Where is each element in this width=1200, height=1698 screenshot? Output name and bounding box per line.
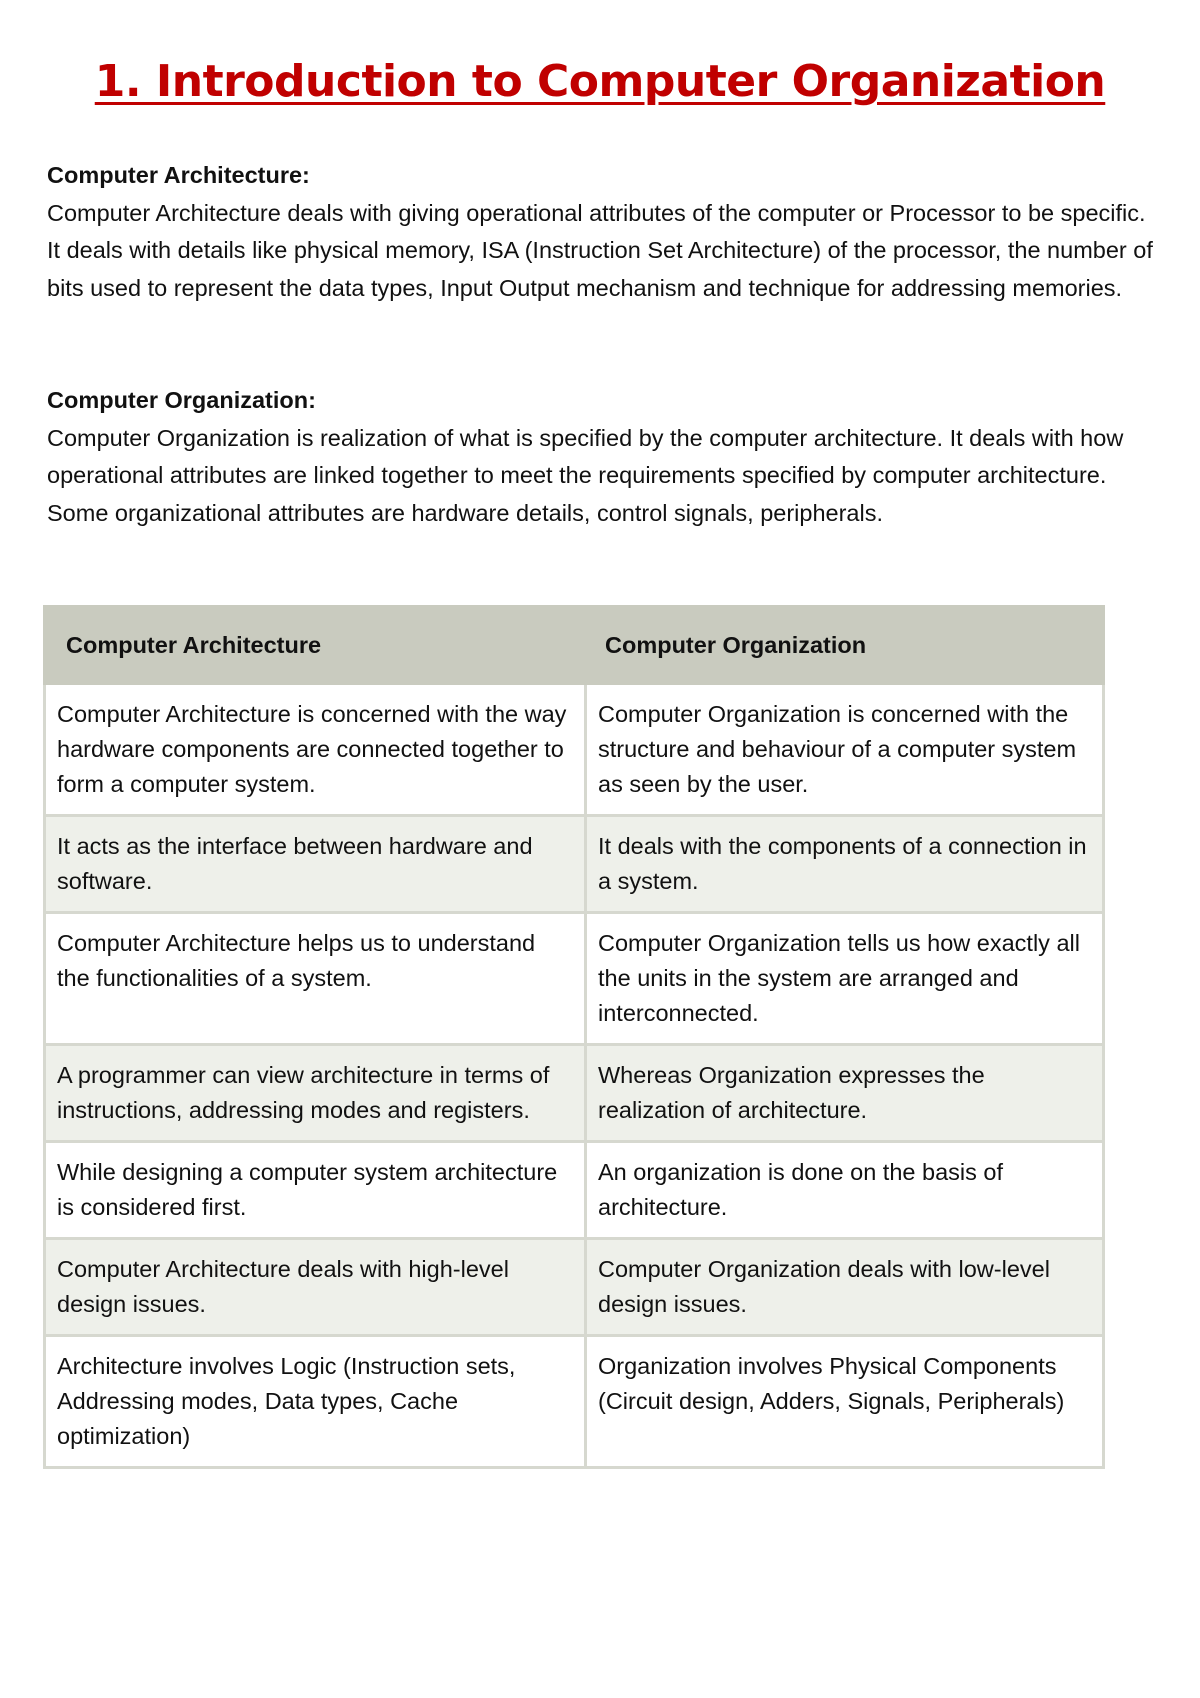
section-heading: Computer Organization: bbox=[47, 387, 316, 413]
page-title: 1. Introduction to Computer Organization bbox=[94, 56, 1106, 107]
table-row bbox=[45, 684, 1104, 816]
section-heading: Computer Architecture: bbox=[47, 162, 310, 188]
table-header-row bbox=[45, 607, 1104, 684]
organization-cell: An organization is done on the basis of architecture. bbox=[586, 1142, 1104, 1239]
comparison-table bbox=[43, 605, 1105, 1469]
architecture-cell: It acts as the interface between hardware and software. bbox=[45, 816, 586, 913]
architecture-cell: Computer Architecture deals with high-level design issues. bbox=[45, 1239, 586, 1336]
table-row bbox=[45, 816, 1104, 913]
organization-cell: Computer Organization tells us how exactly all the units in the system are arranged and interconnected. bbox=[586, 913, 1104, 1045]
architecture-cell: Computer Architecture helps us to understand the functionalities of a system. bbox=[45, 913, 586, 1045]
section-computer-architecture bbox=[47, 157, 1157, 307]
architecture-cell: Computer Architecture is concerned with the way hardware components are connected together to form a computer system. bbox=[45, 684, 586, 816]
header-architecture: Computer Architecture bbox=[45, 607, 586, 684]
organization-cell: It deals with the components of a connection in a system. bbox=[586, 816, 1104, 913]
architecture-cell: While designing a computer system architecture is considered first. bbox=[45, 1142, 586, 1239]
table-row bbox=[45, 1045, 1104, 1142]
section-body: Computer Architecture deals with giving operational attributes of the computer or Processor to be specific. It deals with details like physical memory, ISA (Instruction Set Architecture) of the processor, the number of bits used to represent the data types, Input Output mechanism and technique for addressing memories. bbox=[47, 199, 1153, 301]
table-row bbox=[45, 1336, 1104, 1468]
table-row bbox=[45, 1239, 1104, 1336]
organization-cell: Computer Organization deals with low-level design issues. bbox=[586, 1239, 1104, 1336]
header-organization: Computer Organization bbox=[586, 607, 1104, 684]
section-computer-organization bbox=[47, 382, 1157, 532]
architecture-cell: Architecture involves Logic (Instruction sets, Addressing modes, Data types, Cache optimization) bbox=[45, 1336, 586, 1468]
architecture-cell: A programmer can view architecture in terms of instructions, addressing modes and registers. bbox=[45, 1045, 586, 1142]
organization-cell: Whereas Organization expresses the realization of architecture. bbox=[586, 1045, 1104, 1142]
section-body: Computer Organization is realization of what is specified by the computer architecture. It deals with how operational attributes are linked together to meet the requirements specified by computer architecture. Some organizational attributes are hardware details, control signals, peripherals. bbox=[47, 424, 1124, 526]
table-row bbox=[45, 913, 1104, 1045]
table-row bbox=[45, 1142, 1104, 1239]
organization-cell: Organization involves Physical Components (Circuit design, Adders, Signals, Peripherals) bbox=[586, 1336, 1104, 1468]
organization-cell: Computer Organization is concerned with the structure and behaviour of a computer system as seen by the user. bbox=[586, 684, 1104, 816]
